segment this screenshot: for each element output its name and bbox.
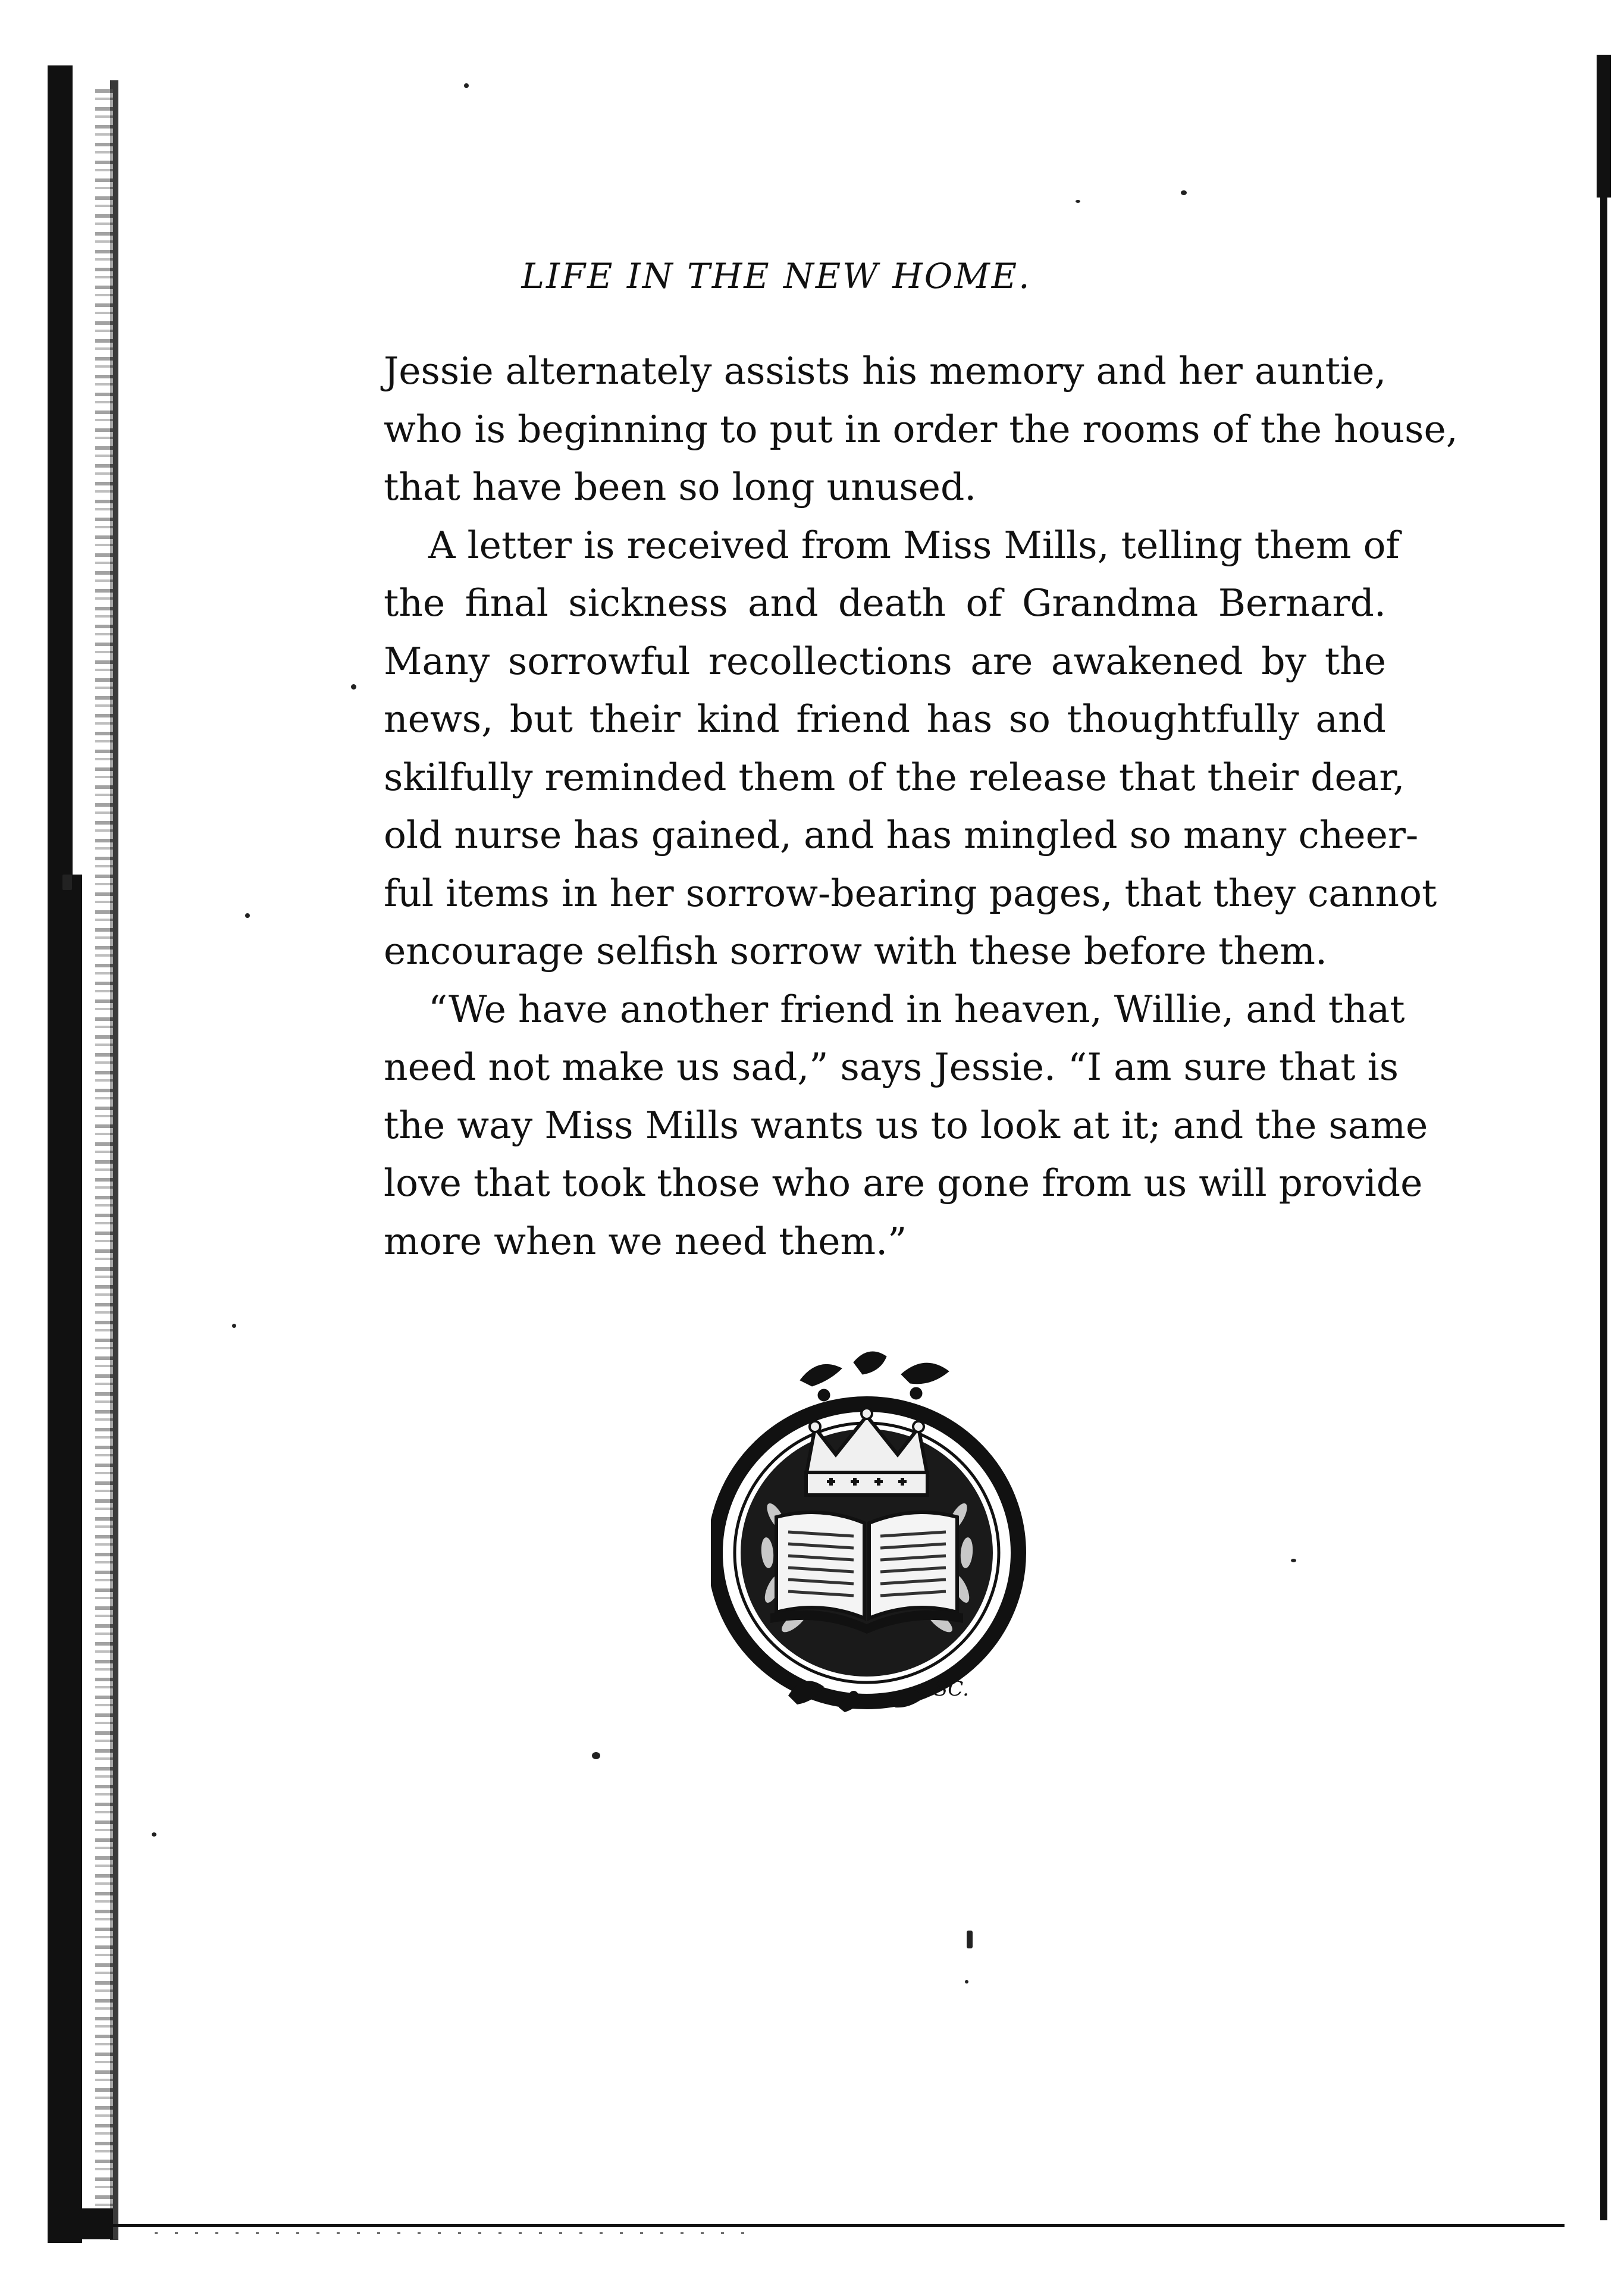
paragraph-3 — [384, 980, 1428, 1271]
running-head: LIFE IN THE NEW HOME. — [521, 256, 1032, 296]
page-edge-bottom — [113, 2224, 1565, 2227]
text-line: need not make us sad,” says Jessie. “I am sure that is — [384, 1045, 1399, 1089]
paragraph-2 — [384, 516, 1437, 980]
body-text — [384, 342, 1458, 1270]
binding-edge-texture — [95, 89, 113, 2231]
binding-edge-corner — [48, 2208, 113, 2239]
text-line: old nurse has gained, and has mingled so many cheer- — [384, 813, 1419, 857]
binding-edge-left-shadow — [64, 875, 82, 2243]
scan-speck — [351, 684, 356, 690]
scan-speck — [967, 1931, 973, 1948]
engraver-mark: SC. — [934, 1677, 969, 1701]
text-line: the final sickness and death of Grandma Bernard. — [384, 581, 1386, 625]
page-edge-bottom-specks — [155, 2232, 750, 2234]
text-line: love that took those who are gone from us will provide — [384, 1161, 1423, 1205]
scan-speck — [1291, 1559, 1296, 1562]
crowned-open-book-emblem-icon — [711, 1339, 1032, 1725]
text-line: the way Miss Mills wants us to look at it; and the same — [384, 1103, 1428, 1147]
scan-speck — [245, 913, 250, 918]
text-line: skilfully reminded them of the release that their dear, — [384, 755, 1405, 799]
scan-speck — [232, 1324, 236, 1328]
scan-speck — [152, 1832, 156, 1837]
text-line: more when we need them.” — [384, 1219, 907, 1263]
text-line: Jessie alternately assists his memory and her auntie, — [384, 349, 1387, 393]
paragraph-1 — [384, 342, 1458, 516]
text-line: “We have another friend in heaven, Willie, and that — [428, 987, 1405, 1031]
scan-speck — [1076, 200, 1080, 203]
text-line: ful items in her sorrow-bearing pages, that they cannot — [384, 871, 1437, 915]
page-edge-right — [1600, 55, 1607, 2220]
scan-speck — [464, 83, 469, 88]
text-line: encourage selfish sorrow with these before them. — [384, 929, 1328, 973]
text-line: news, but their kind friend has so thoughtfully and — [384, 697, 1386, 741]
scan-speck — [1181, 190, 1187, 195]
scan-speck — [965, 1980, 968, 1984]
text-line: Many sorrowful recollections are awakened by the — [384, 639, 1386, 683]
scan-speck — [592, 1752, 600, 1759]
text-line: A letter is received from Miss Mills, telling them of — [428, 523, 1400, 567]
scan-speck — [62, 875, 72, 890]
text-line: that have been so long unused. — [384, 465, 977, 509]
page-edge-right-top — [1597, 55, 1611, 198]
text-line: who is beginning to put in order the rooms of the house, — [384, 407, 1458, 451]
